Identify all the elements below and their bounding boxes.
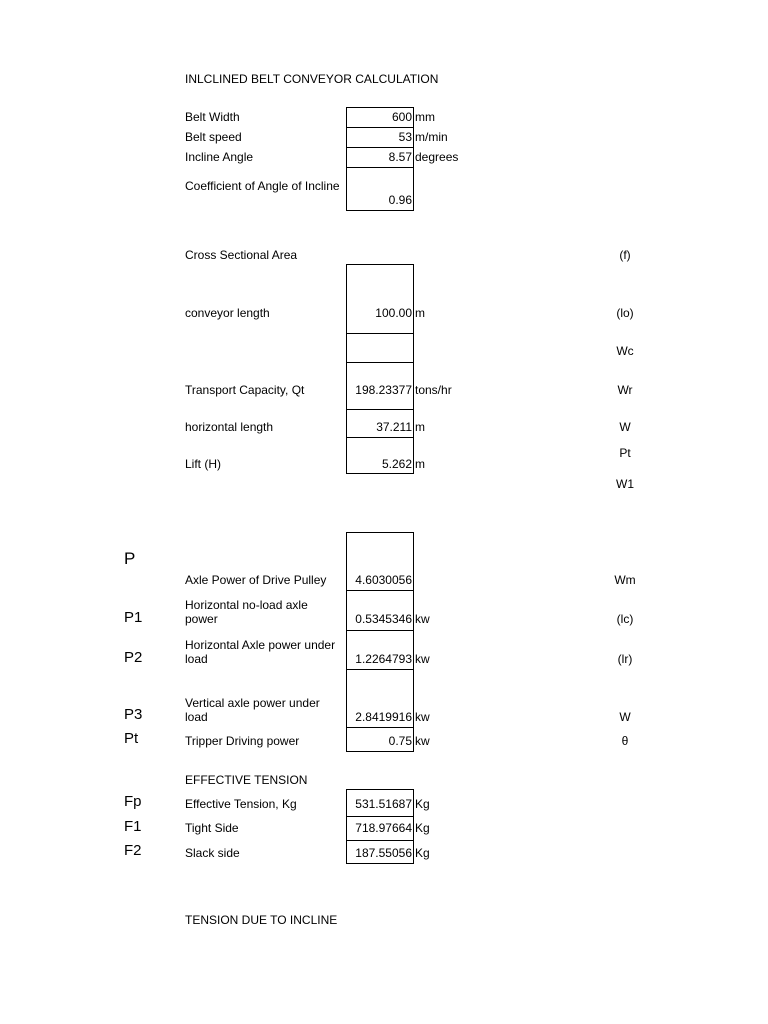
coefficient-value: 0.96 <box>388 193 412 207</box>
coefficient-label: Coefficient of Angle of Incline <box>185 179 340 193</box>
transport-capacity-value: 198.23377 <box>355 383 412 397</box>
belt-speed-value: 53 <box>398 130 412 144</box>
horizontal-length-symbol: W <box>619 420 631 434</box>
lift-symbol: W1 <box>616 477 634 491</box>
axle-power-value: 4.6030056 <box>355 573 412 587</box>
horizontal-length-unit: m <box>415 420 425 434</box>
p2-label: Horizontal Axle power under load <box>185 638 336 666</box>
axle-power-symbol: Wm <box>614 573 636 587</box>
belt-width-unit: mm <box>415 110 435 124</box>
p1-right-symbol: (lc) <box>616 612 634 626</box>
p3-label: Vertical axle power under load <box>185 696 320 724</box>
axle-power-label: Axle Power of Drive Pulley <box>185 573 327 587</box>
belt-speed-unit: m/min <box>415 130 448 144</box>
conveyor-length-value: 100.00 <box>375 306 412 320</box>
incline-angle-unit: degrees <box>415 150 459 164</box>
transport-capacity-label: Transport Capacity, Qt <box>185 383 305 397</box>
fp-label: Effective Tension, Kg <box>185 797 297 811</box>
wc-symbol: Wc <box>616 344 634 358</box>
p3-symbol: P3 <box>124 706 143 723</box>
pt-symbol: Pt <box>124 730 139 747</box>
horizontal-length-label: horizontal length <box>185 420 274 434</box>
incline-angle-value: 8.57 <box>388 150 412 164</box>
f1-value: 718.97664 <box>355 821 412 835</box>
incline-angle-label: Incline Angle <box>185 150 254 164</box>
p3-value: 2.8419916 <box>355 710 412 724</box>
f2-unit: Kg <box>415 846 430 860</box>
conveyor-length-cell[interactable] <box>346 264 414 334</box>
p2-value: 1.2264793 <box>355 652 412 666</box>
effective-tension-heading: EFFECTIVE TENSION <box>185 773 308 787</box>
conveyor-length-unit: m <box>415 306 425 320</box>
fp-unit: Kg <box>415 797 430 811</box>
p3-right-symbol: W <box>619 710 631 724</box>
transport-capacity-symbol: Wr <box>617 383 633 397</box>
lift-label: Lift (H) <box>185 457 221 471</box>
belt-width-value: 600 <box>391 110 412 124</box>
p1-value: 0.5345346 <box>355 612 412 626</box>
cross-section-symbol: (f) <box>619 248 631 262</box>
pt-unit: kw <box>415 734 430 748</box>
horizontal-length-value: 37.211 <box>376 420 412 434</box>
p-symbol: P <box>124 549 136 568</box>
p3-unit: kw <box>415 710 430 724</box>
tension-incline-heading: TENSION DUE TO INCLINE <box>185 913 338 927</box>
p1-unit: kw <box>415 612 430 626</box>
pt-label: Tripper Driving power <box>185 734 300 748</box>
f2-value: 187.55056 <box>355 846 412 860</box>
pt-value: 0.75 <box>388 734 412 748</box>
lift-unit: m <box>415 457 425 471</box>
p1-symbol: P1 <box>124 609 143 626</box>
f2-symbol: F2 <box>124 842 142 859</box>
page-title: INLCLINED BELT CONVEYOR CALCULATION <box>185 72 439 86</box>
belt-width-label: Belt Width <box>185 110 240 124</box>
p2-symbol: P2 <box>124 649 143 666</box>
p2-right-symbol: (lr) <box>617 652 633 666</box>
transport-capacity-unit: tons/hr <box>415 383 452 397</box>
fp-symbol: Fp <box>124 793 142 810</box>
conveyor-length-label: conveyor length <box>185 306 270 320</box>
p1-label: Horizontal no-load axle power <box>185 598 308 626</box>
pt-right-symbol: Pt <box>619 446 631 460</box>
cross-section-label: Cross Sectional Area <box>185 248 298 262</box>
f1-label: Tight Side <box>185 821 239 835</box>
f2-label: Slack side <box>185 846 240 860</box>
conveyor-length-symbol: (lo) <box>616 306 634 320</box>
blank-cell[interactable] <box>346 333 414 363</box>
fp-value: 531.51687 <box>355 797 412 811</box>
f1-unit: Kg <box>415 821 430 835</box>
p2-unit: kw <box>415 652 430 666</box>
belt-speed-label: Belt speed <box>185 130 242 144</box>
f1-symbol: F1 <box>124 818 142 835</box>
theta-symbol: θ <box>621 734 629 748</box>
lift-value: 5.262 <box>381 457 412 471</box>
